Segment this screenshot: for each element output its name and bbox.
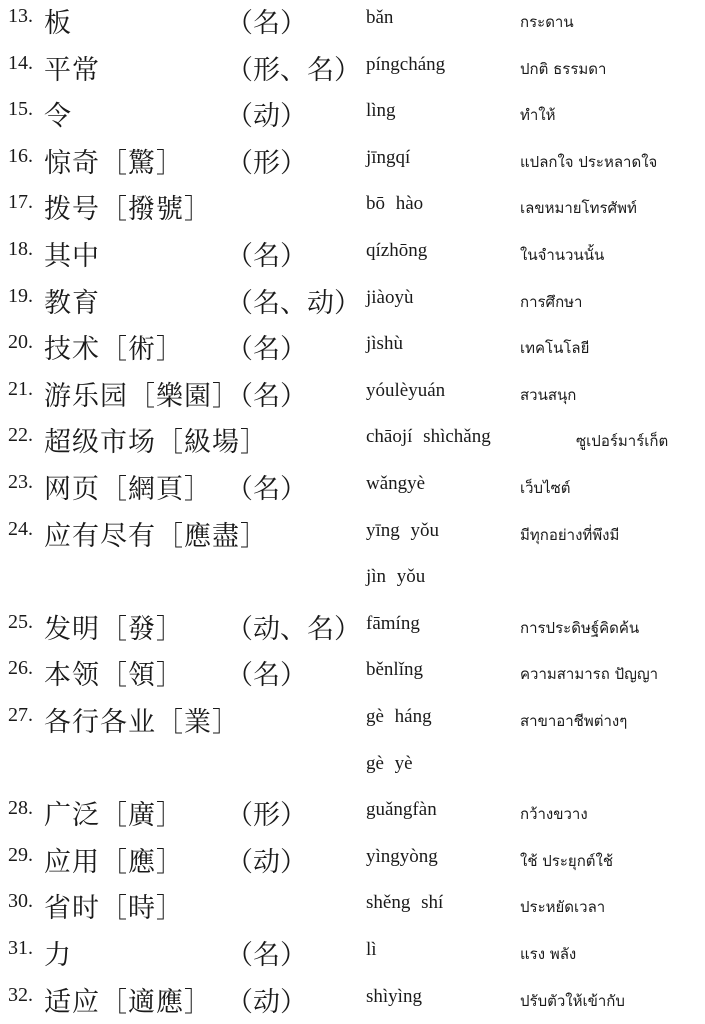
thai-translation: แรง พลัง (520, 945, 577, 963)
entry-number: 22. (8, 424, 33, 447)
vocab-entry (0, 281, 705, 321)
entry-number: 20. (8, 331, 33, 354)
vocab-entry (0, 653, 705, 693)
part-of-speech: （形、名） (226, 54, 361, 86)
thai-translation: ใช้ ประยุกต์ใช้ (520, 851, 614, 870)
part-of-speech: （名） (226, 660, 307, 692)
vocab-entry (0, 234, 705, 274)
pinyin: jīngqí (366, 146, 411, 168)
vocab-entry (0, 700, 705, 740)
chinese-word: 技术［術］ (44, 334, 184, 366)
pinyin: gè háng (366, 706, 432, 727)
chinese-word: 拨号［撥號］ (44, 194, 212, 226)
chinese-word: 网页［網頁］ (44, 474, 212, 505)
pinyin: jìn yǒu (366, 566, 426, 588)
thai-translation: ในจำนวนนั้น (520, 246, 605, 264)
part-of-speech: （动） (226, 986, 307, 1018)
chinese-word: 应用［應］ (44, 846, 184, 878)
vocab-entry (0, 886, 705, 926)
entry-number: 15. (8, 98, 33, 121)
chinese-word: 各行各业［業］ (44, 707, 240, 738)
vocab-entry (0, 607, 705, 647)
vocab-entry (0, 141, 705, 181)
thai-translation: มีทุกอย่างที่พึงมี (520, 525, 620, 544)
pinyin: guǎngfàn (366, 799, 437, 821)
pinyin: shìyìng (366, 985, 422, 1007)
chinese-word: 应有尽有［應盡］ (44, 520, 268, 552)
pinyin: qízhōng (366, 240, 428, 261)
vocab-entry (0, 374, 705, 414)
vocab-entry (0, 840, 705, 880)
entry-number: 23. (8, 471, 33, 493)
entry-number: 21. (8, 377, 33, 400)
part-of-speech: （形） (226, 147, 307, 179)
thai-translation: ซูเปอร์มาร์เก็ต (576, 432, 669, 451)
entry-number: 24. (8, 517, 33, 540)
pinyin: gè yè (366, 752, 413, 774)
part-of-speech: （名、动） (226, 287, 361, 319)
chinese-word: 令 (44, 101, 72, 133)
entry-number: 14. (8, 51, 33, 74)
vocab-entry (0, 793, 705, 833)
pinyin: yóulèyuán (366, 379, 446, 401)
chinese-word: 发明［發］ (44, 613, 184, 645)
entry-number: 16. (8, 144, 33, 167)
pinyin: jìshù (366, 333, 403, 355)
chinese-word: 板 (44, 8, 72, 39)
entry-number: 18. (8, 238, 33, 260)
vocab-entry (0, 933, 705, 973)
pinyin: yīng yǒu (366, 519, 440, 541)
chinese-word: 教育 (44, 287, 100, 319)
vocab-entry (0, 467, 705, 507)
chinese-word: 平常 (44, 54, 100, 86)
part-of-speech: （动） (226, 846, 307, 878)
chinese-word: 力 (44, 940, 72, 971)
chinese-word: 广泛［廣］ (44, 800, 184, 832)
part-of-speech: （名） (226, 241, 307, 272)
entry-number: 30. (8, 890, 33, 913)
pinyin: běnlǐng (366, 659, 423, 681)
pinyin: bō hào (366, 193, 424, 215)
thai-translation: ความสามารถ ปัญญา (520, 665, 659, 684)
thai-translation: เว็บไซต์ (520, 479, 571, 497)
entry-number: 13. (8, 5, 33, 27)
part-of-speech: （名） (226, 8, 307, 39)
vocab-entry (0, 1, 705, 41)
vocab-entry (0, 747, 705, 787)
vocab-entry (0, 560, 705, 600)
thai-translation: แปลกใจ ประหลาดใจ (520, 152, 658, 171)
pinyin: lì (366, 939, 377, 960)
part-of-speech: （名） (226, 940, 307, 971)
vocab-entry (0, 514, 705, 554)
pinyin: jiàoyù (366, 286, 414, 308)
pinyin: fāmíng (366, 612, 420, 634)
thai-translation: กระดาน (520, 13, 574, 31)
vocab-entry (0, 48, 705, 88)
entry-number: 26. (8, 657, 33, 680)
pinyin: wǎngyè (366, 473, 426, 494)
part-of-speech: （动） (226, 101, 307, 133)
part-of-speech: （名） (226, 474, 307, 505)
part-of-speech: （动、名） (226, 613, 361, 645)
pinyin: yìngyòng (366, 845, 438, 867)
part-of-speech: （名） (226, 380, 307, 412)
entry-number: 31. (8, 937, 33, 959)
pinyin: chāojí shìchǎng (366, 426, 491, 448)
part-of-speech: （名） (226, 334, 307, 366)
thai-translation: เลขหมายโทรศัพท์ (520, 199, 637, 218)
entry-number: 29. (8, 843, 33, 866)
chinese-word: 省时［時］ (44, 893, 184, 925)
thai-translation: สวนสนุก (520, 385, 577, 404)
thai-translation: สาขาอาชีพต่างๆ (520, 712, 628, 730)
chinese-word: 游乐园［樂園］ (44, 380, 240, 412)
chinese-word: 适应［適應］ (44, 986, 212, 1018)
thai-translation: ปกติ ธรรมดา (520, 59, 607, 78)
pinyin: shěng shí (366, 892, 444, 914)
thai-translation: ทำให้ (520, 106, 556, 125)
chinese-word: 超级市场［級場］ (44, 427, 268, 459)
pinyin: bǎn (366, 7, 394, 28)
entry-number: 32. (8, 983, 33, 1006)
pinyin: píngcháng (366, 53, 446, 75)
entry-number: 25. (8, 610, 33, 633)
thai-translation: ปรับตัวให้เข้ากับ (520, 991, 625, 1010)
pinyin: lìng (366, 100, 396, 122)
thai-translation: การประดิษฐ์คิดค้น (520, 618, 640, 637)
thai-translation: การศึกษา (520, 292, 583, 311)
thai-translation: เทคโนโลยี (520, 339, 590, 358)
chinese-word: 惊奇［驚］ (44, 147, 184, 179)
thai-translation: กว้างขวาง (520, 805, 588, 824)
chinese-word: 其中 (44, 241, 100, 272)
vocab-entry (0, 420, 705, 460)
entry-number: 28. (8, 797, 33, 820)
vocab-entry (0, 327, 705, 367)
vocab-entry (0, 187, 705, 227)
entry-number: 17. (8, 191, 33, 214)
chinese-word: 本领［領］ (44, 660, 184, 692)
vocab-entry (0, 94, 705, 134)
vocab-entry (0, 980, 705, 1020)
entry-number: 19. (8, 284, 33, 307)
thai-translation: ประหยัดเวลา (520, 898, 606, 917)
entry-number: 27. (8, 704, 33, 726)
part-of-speech: （形） (226, 800, 307, 832)
